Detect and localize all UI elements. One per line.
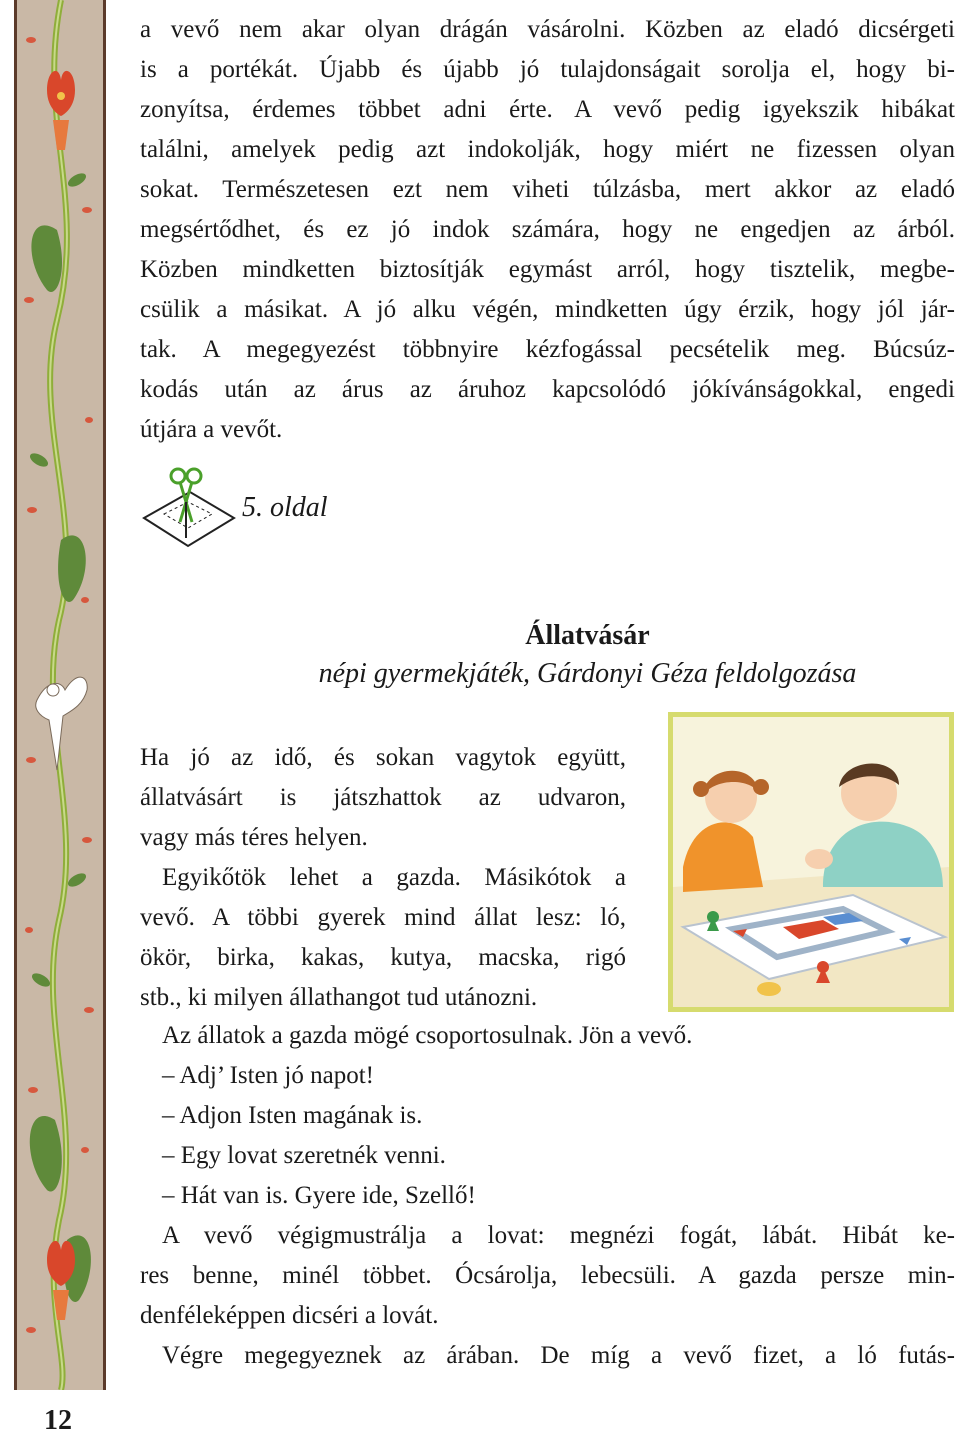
intro-paragraph — [140, 10, 955, 450]
text-line: res benne, minél többet. Ócsárolja, lebecsüli. A gazda persze min- — [140, 1262, 955, 1289]
text-line: Végre megegyeznek az árában. De míg a vevő fizet, a ló futás- — [162, 1342, 955, 1369]
text-line: A vevő végigmustrálja a lovat: megnézi fogát, lábát. Hibát ke- — [162, 1222, 955, 1249]
text-line: útjára a vevőt. — [140, 416, 283, 443]
text-line: sokat. Természetesen ezt nem viheti túlzásba, mert akkor az eladó — [140, 176, 955, 203]
text-line: Ha jó az idő, és sokan vagytok együtt, — [140, 744, 626, 771]
dialogue-line: – Egy lovat szeretnék venni. — [162, 1142, 446, 1169]
text-line: Az állatok a gazda mögé csoportosulnak. Jön a vevő. — [162, 1022, 693, 1049]
section-subtitle: népi gyermekjáték, Gárdonyi Géza feldolgozása — [318, 658, 857, 689]
dialogue-line: – Hát van is. Gyere ide, Szellő! — [162, 1182, 476, 1209]
page-reference: 5. oldal — [242, 492, 328, 523]
text-line: Közben mindketten biztosítják egymást arról, hogy tisztelik, megbe- — [140, 256, 955, 283]
section-title: Állatvásár — [525, 620, 650, 651]
text-line: csülik a másikat. A jó alku végén, mindketten úgy érzik, hogy jól jár- — [140, 296, 955, 323]
game-dialogue-paragraph — [140, 1016, 955, 1376]
text-line: is a portékát. Újabb és újabb jó tulajdonságait sorolja el, hogy bi- — [140, 56, 955, 83]
text-line: állatvásárt is játszhattok az udvaron, — [140, 784, 626, 811]
cutout-reference — [138, 462, 398, 552]
section-heading — [140, 618, 955, 694]
dialogue-line: – Adjon Isten magának is. — [162, 1102, 423, 1129]
scissors-icon — [138, 462, 238, 552]
text-line: denféleképpen dicséri a lovát. — [140, 1302, 439, 1329]
text-line: Egyikőtök lehet a gazda. Másikótok a — [162, 864, 626, 891]
text-line: vevő. A többi gyerek mind állat lesz: ló, — [140, 904, 626, 931]
text-line: kodás után az árus az áruhoz kapcsolódó jókívánságokkal, engedi — [140, 376, 955, 403]
text-line: megsértődhet, és ez jó indok számára, hogy ne engedjen az árból. — [140, 216, 955, 243]
children-board-game-illustration — [668, 712, 954, 1012]
text-line: tak. A megegyezést többnyire kézfogással pecsételik meg. Búcsúz- — [140, 336, 955, 363]
page-number: 12 — [44, 1405, 72, 1436]
text-line: vagy más téres helyen. — [140, 824, 368, 851]
game-intro-paragraph — [140, 738, 626, 1018]
text-line: találni, amelyek pedig azt indokolják, hogy miért ne fizessen olyan — [140, 136, 955, 163]
text-line: stb., ki milyen állathangot tud utánozni. — [140, 984, 538, 1011]
text-line: ökör, birka, kakas, kutya, macska, rigó — [140, 944, 626, 971]
dialogue-line: – Adj’ Isten jó napot! — [162, 1062, 374, 1089]
text-line: a vevő nem akar olyan drágán vásárolni. Közben az eladó dicsérgeti — [140, 16, 955, 43]
folk-ornament-border — [14, 0, 106, 1390]
text-line: zonyítsa, érdemes többet adni érte. A vevő pedig igyekszik hibákat — [140, 96, 955, 123]
